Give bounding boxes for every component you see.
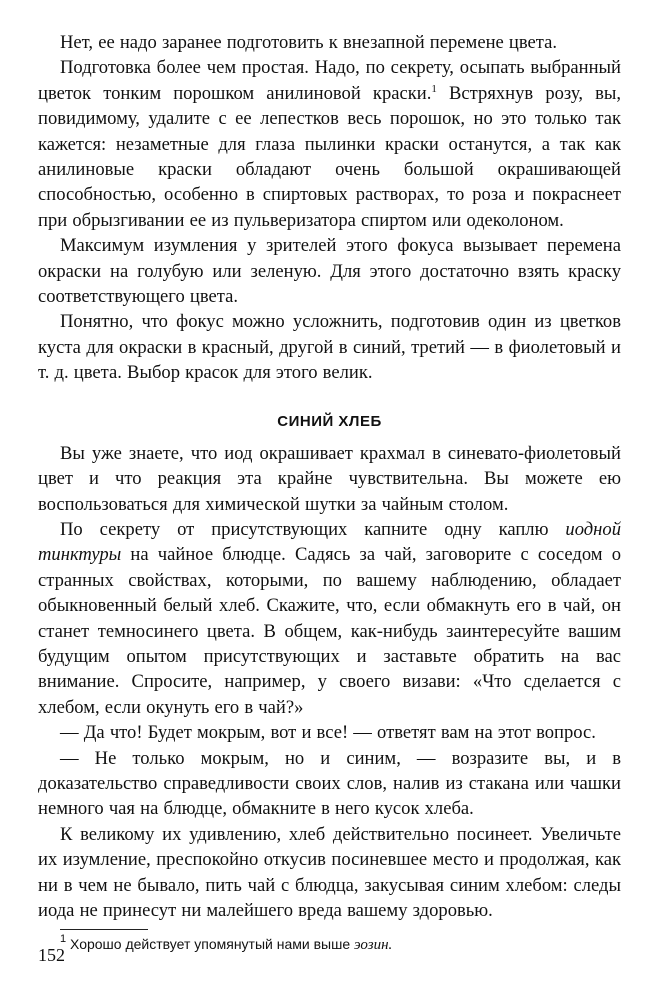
footnote-italic: эозин. (354, 937, 393, 954)
page-number: 152 (38, 945, 65, 965)
paragraph-2-text: Подготовка более чем простая. Надо, по секрету, осыпать выбранный цветок тонким порошком анилиновой краски. (38, 57, 621, 104)
footnote-marker: 1 (431, 82, 437, 95)
paragraph-2-continued: Встряхнув розу, вы, повидимому, удалите с ее лепестков весь порошок, но это только так кажется: незаметные для глаза пылинки краски останутся, а так как анилиновые краски обладают очень большой окрашивающей способностью, особенно в спиртовых растворах, то роза и покраснеет при обрызгивании ее из пульверизатора спиртом или одеколоном. (38, 82, 622, 231)
section-paragraph-2-start: По секрету от присутствующих капните одну каплю (60, 518, 566, 540)
section-paragraph-2 (38, 517, 621, 720)
footnote-divider (60, 929, 148, 930)
section-paragraph-5: К великому их удивлению, хлеб действительно посинеет. Увеличьте их изумление, преспокойно откусив посиневшее место и продолжая, как ни в чем не бывало, пить чай с блюдца, закусывая синим хлебом: следы иода не принесут ни малейшего вреда вашему здоровью. (38, 823, 621, 921)
italic-term: иодной тинктуры (38, 518, 621, 566)
footnote-text: Хорошо действует упомянутый нами выше (70, 936, 354, 953)
paragraph-4: Понятно, что фокус можно усложнить, подготовив один из цветков куста для окраски в красный, другой в синий, третий — в фиолетовый и т. д. цвета. Выбор красок для этого велик. (38, 311, 621, 384)
page-body (38, 30, 621, 954)
section-paragraph-2-end: на чайное блюдце. Садясь за чай, заговорите с соседом о странных свойствах, которыми, по вашему наблюдению, обладает обыкновенный белый хлеб. Скажите, что, если обмакнуть его в чай, он станет темносинего цвета. В общем, как-нибудь заинтересуйте вашим будущим опытом присутствующих и заставьте обратить на вас внимание. Спросите, например, у своего визави: «Что сделается с хлебом, если окунуть его в чай?» (38, 544, 621, 718)
paragraph-3: Максимум изумления у зрителей этого фокуса вызывает перемена окраски на голубую или зеленую. Для этого достаточно взять краску соответствующего цвета. (38, 235, 621, 308)
paragraph-1: Нет, ее надо заранее подготовить к внезапной перемене цвета. (60, 32, 558, 53)
footnote-number: 1 (60, 933, 67, 946)
dialogue-line-1: — Да что! Будет мокрым, вот и все! — ответят вам на этот вопрос. (60, 722, 596, 744)
section-title: СИНИЙ ХЛЕБ (277, 412, 382, 430)
dialogue-line-2: — Не только мокрым, но и синим, — возразите вы, и в доказательство справедливости своих слов, налив из стакана или чашки немного чая на блюдце, обмакните в него кусок хлеба. (38, 747, 621, 820)
paragraph-2 (38, 55, 621, 233)
section-paragraph-1: Вы уже знаете, что иод окрашивает крахмал в синевато-фиолетовый цвет и что реакция эта крайне чувствительна. Вы можете ею воспользоваться для химической шутки за чайным столом. (38, 442, 621, 515)
footnote (60, 935, 621, 954)
